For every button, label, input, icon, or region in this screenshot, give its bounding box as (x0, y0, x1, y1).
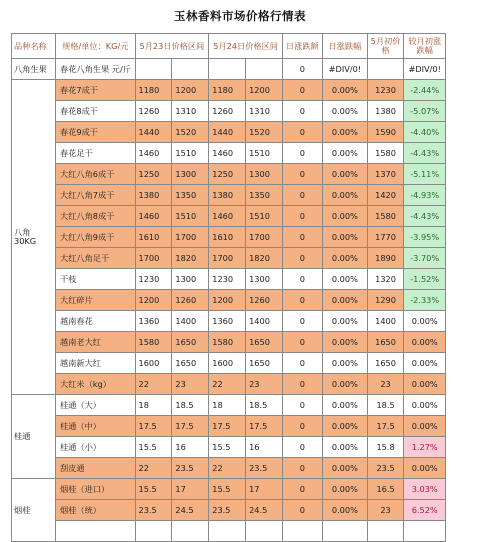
vs-month-cell: -3.95% (403, 227, 445, 248)
table-row (12, 353, 480, 374)
category-cell: 八角 30KG (12, 80, 56, 395)
may23-high-cell: 18.5 (172, 395, 209, 416)
table-row (12, 248, 480, 269)
header-spec: 规格/单位：KG/元 (56, 34, 135, 59)
may23-low-cell: 1460 (135, 206, 172, 227)
daily-pct-cell: 0.00% (322, 479, 367, 500)
may24-low-cell: 1580 (209, 332, 246, 353)
table-row (12, 101, 480, 122)
may23-low-cell: 18 (135, 395, 172, 416)
may23-low-cell: 1700 (135, 248, 172, 269)
daily-pct-cell: 0.00% (322, 227, 367, 248)
may24-high-cell: 1820 (246, 248, 283, 269)
may24-low-cell: 1260 (209, 101, 246, 122)
variety-cell: 桂通（大） (56, 395, 135, 416)
variety-cell: 春花9成干 (56, 122, 135, 143)
table-row (12, 143, 480, 164)
category-cell: 烟桂 (12, 479, 56, 542)
table-row (12, 395, 480, 416)
may23-high-cell: 17 (172, 479, 209, 500)
variety-cell: 大红八角9成干 (56, 227, 135, 248)
vs-month-cell: 1.27% (403, 437, 445, 458)
daily-change-cell: 0 (282, 416, 322, 437)
table-row (12, 332, 480, 353)
daily-change-cell: 0 (282, 353, 322, 374)
variety-cell: 桂通（小） (56, 437, 135, 458)
may24-high-cell: 1650 (246, 332, 283, 353)
vs-month-cell: -4.93% (403, 185, 445, 206)
header-daily-change: 日涨跌额 (282, 34, 322, 59)
may23-low-cell: 1250 (135, 164, 172, 185)
vs-month-cell: -4.40% (403, 122, 445, 143)
may24-low-cell: 1700 (209, 248, 246, 269)
may24-high-cell: 24.5 (246, 500, 283, 521)
month-start-cell: 1420 (368, 185, 404, 206)
daily-pct-cell: 0.00% (322, 437, 367, 458)
daily-pct-cell: #DIV/0! (322, 59, 367, 80)
may24-low-cell: 18 (209, 395, 246, 416)
may24-low-cell: 1380 (209, 185, 246, 206)
month-start-cell: 18.5 (368, 395, 404, 416)
may23-high-cell: 1350 (172, 185, 209, 206)
may24-low-cell: 17.5 (209, 416, 246, 437)
header-may23: 5月23日价格区间 (135, 34, 209, 59)
may24-low-cell: 1440 (209, 122, 246, 143)
table-row (12, 437, 480, 458)
vs-month-cell: -5.07% (403, 101, 445, 122)
may23-high-cell: 1400 (172, 311, 209, 332)
daily-pct-cell: 0.00% (322, 164, 367, 185)
vs-month-cell: -4.43% (403, 143, 445, 164)
header-month-start: 5月初价格 (368, 34, 404, 59)
variety-cell: 烟桂（统） (56, 500, 135, 521)
may24-low-cell: 1230 (209, 269, 246, 290)
may24-high-cell: 18.5 (246, 395, 283, 416)
daily-pct-cell: 0.00% (322, 353, 367, 374)
month-start-cell: 1380 (368, 101, 404, 122)
may24-high-cell: 1520 (246, 122, 283, 143)
variety-cell: 刮皮通 (56, 458, 135, 479)
month-start-cell: 1370 (368, 164, 404, 185)
variety-cell: 大红米（kg） (56, 374, 135, 395)
daily-pct-cell: 0.00% (322, 374, 367, 395)
daily-change-cell: 0 (282, 59, 322, 80)
daily-pct-cell: 0.00% (322, 332, 367, 353)
may23-high-cell: 1200 (172, 80, 209, 101)
daily-pct-cell: 0.00% (322, 311, 367, 332)
may23-high-cell: 1820 (172, 248, 209, 269)
daily-pct-cell: 0.00% (322, 290, 367, 311)
daily-change-cell: 0 (282, 164, 322, 185)
vs-month-cell: 3.03% (403, 479, 445, 500)
daily-pct-cell: 0.00% (322, 80, 367, 101)
may23-high-cell: 1510 (172, 206, 209, 227)
may24-high-cell: 17.5 (246, 416, 283, 437)
may24-low-cell: 22 (209, 374, 246, 395)
may23-high-cell: 1520 (172, 122, 209, 143)
month-start-cell: 23.5 (368, 458, 404, 479)
may23-low-cell: 15.5 (135, 479, 172, 500)
table-row (12, 500, 480, 521)
page-title: 玉林香料市场价格行情表 (174, 9, 306, 23)
month-start-cell: 1400 (368, 311, 404, 332)
may23-low-cell: 1200 (135, 290, 172, 311)
category-cell: 桂通 (12, 395, 56, 479)
may23-low-cell (135, 521, 172, 542)
may23-low-cell: 17.5 (135, 416, 172, 437)
may23-high-cell: 16 (172, 437, 209, 458)
may24-high-cell: 1700 (246, 227, 283, 248)
may23-low-cell: 22 (135, 458, 172, 479)
may24-high-cell: 1300 (246, 269, 283, 290)
may24-low-cell: 15.5 (209, 479, 246, 500)
vs-month-cell: -1.52% (403, 269, 445, 290)
table-row (12, 479, 480, 500)
month-start-cell: 1770 (368, 227, 404, 248)
table-row (12, 80, 480, 101)
vs-month-cell: 0.00% (403, 458, 445, 479)
table-row (12, 290, 480, 311)
table-row (12, 206, 480, 227)
may23-low-cell: 1180 (135, 80, 172, 101)
vs-month-cell: 0.00% (403, 374, 445, 395)
variety-cell: 大红碎片 (56, 290, 135, 311)
may24-low-cell: 1200 (209, 290, 246, 311)
header-variety: 品种名称 (12, 34, 56, 59)
may23-low-cell: 1460 (135, 143, 172, 164)
may24-high-cell: 1260 (246, 290, 283, 311)
table-row (12, 185, 480, 206)
variety-cell: 大红八角7成干 (56, 185, 135, 206)
month-start-cell: 1580 (368, 206, 404, 227)
month-start-cell: 1320 (368, 269, 404, 290)
variety-cell: 春花八角生果 元/斤 (56, 59, 135, 80)
may24-low-cell: 1180 (209, 80, 246, 101)
vs-month-cell: -5.11% (403, 164, 445, 185)
table-row (12, 269, 480, 290)
month-start-cell: 23 (368, 374, 404, 395)
may23-high-cell: 23.5 (172, 458, 209, 479)
variety-cell (56, 521, 135, 542)
may24-high-cell: 1650 (246, 353, 283, 374)
header-may24: 5月24日价格区间 (209, 34, 283, 59)
variety-cell: 春花8成干 (56, 101, 135, 122)
may23-low-cell: 1440 (135, 122, 172, 143)
daily-pct-cell: 0.00% (322, 185, 367, 206)
daily-change-cell: 0 (282, 479, 322, 500)
month-start-cell: 1890 (368, 248, 404, 269)
daily-change-cell: 0 (282, 437, 322, 458)
vs-month-cell: 0.00% (403, 311, 445, 332)
month-start-cell: 15.8 (368, 437, 404, 458)
vs-month-cell: #DIV/0! (403, 59, 445, 80)
variety-cell: 春花7成干 (56, 80, 135, 101)
may24-low-cell: 1460 (209, 206, 246, 227)
daily-change-cell: 0 (282, 500, 322, 521)
vs-month-cell: 0.00% (403, 395, 445, 416)
daily-pct-cell: 0.00% (322, 206, 367, 227)
price-table (11, 33, 480, 542)
month-start-cell: 1650 (368, 332, 404, 353)
may23-low-cell: 1360 (135, 311, 172, 332)
variety-cell: 越南新大红 (56, 353, 135, 374)
table-row (12, 458, 480, 479)
month-start-cell: 1650 (368, 353, 404, 374)
daily-change-cell (282, 521, 322, 542)
daily-pct-cell: 0.00% (322, 500, 367, 521)
vs-month-cell: 0.00% (403, 416, 445, 437)
may24-high-cell: 1350 (246, 185, 283, 206)
may24-low-cell: 1600 (209, 353, 246, 374)
may23-high-cell: 1650 (172, 353, 209, 374)
daily-pct-cell: 0.00% (322, 395, 367, 416)
may24-high-cell: 1300 (246, 164, 283, 185)
may24-low-cell: 1610 (209, 227, 246, 248)
daily-pct-cell: 0.00% (322, 122, 367, 143)
table-row (12, 311, 480, 332)
may23-high-cell: 1300 (172, 269, 209, 290)
vs-month-cell: -2.33% (403, 290, 445, 311)
may23-low-cell: 22 (135, 374, 172, 395)
month-start-cell: 17.5 (368, 416, 404, 437)
daily-change-cell: 0 (282, 269, 322, 290)
table-row (12, 59, 480, 80)
vs-month-cell: -3.70% (403, 248, 445, 269)
month-start-cell: 1590 (368, 122, 404, 143)
month-start-cell: 1290 (368, 290, 404, 311)
may24-low-cell: 1460 (209, 143, 246, 164)
variety-cell: 大红八角6成干 (56, 164, 135, 185)
may24-high-cell: 16 (246, 437, 283, 458)
vs-month-cell: 0.00% (403, 332, 445, 353)
may24-high-cell: 1200 (246, 80, 283, 101)
daily-pct-cell (322, 521, 367, 542)
vs-month-cell: 0.00% (403, 353, 445, 374)
variety-cell: 干枝 (56, 269, 135, 290)
month-start-cell (368, 521, 404, 542)
may23-low-cell: 1230 (135, 269, 172, 290)
may24-low-cell: 1250 (209, 164, 246, 185)
may23-low-cell: 1260 (135, 101, 172, 122)
may24-low-cell: 1360 (209, 311, 246, 332)
may24-low-cell: 15.5 (209, 437, 246, 458)
may24-high-cell: 1400 (246, 311, 283, 332)
vs-month-cell: -4.43% (403, 206, 445, 227)
daily-pct-cell: 0.00% (322, 458, 367, 479)
may23-high-cell: 17.5 (172, 416, 209, 437)
header-vs-month: 较月初涨跌幅 (403, 34, 445, 59)
daily-change-cell: 0 (282, 290, 322, 311)
header-row (12, 34, 480, 59)
may24-low-cell (209, 521, 246, 542)
daily-change-cell: 0 (282, 143, 322, 164)
may23-high-cell (172, 521, 209, 542)
daily-change-cell: 0 (282, 332, 322, 353)
month-start-cell: 23 (368, 500, 404, 521)
variety-cell: 越南春花 (56, 311, 135, 332)
may23-low-cell: 1610 (135, 227, 172, 248)
may24-low-cell: 23.5 (209, 500, 246, 521)
may24-low-cell: 22 (209, 458, 246, 479)
month-start-cell: 1580 (368, 143, 404, 164)
variety-cell: 大红八角8成干 (56, 206, 135, 227)
daily-pct-cell: 0.00% (322, 416, 367, 437)
may24-high-cell: 17 (246, 479, 283, 500)
month-start-cell: 16.5 (368, 479, 404, 500)
may23-high-cell: 1700 (172, 227, 209, 248)
daily-change-cell: 0 (282, 458, 322, 479)
may23-high-cell: 23 (172, 374, 209, 395)
daily-change-cell: 0 (282, 227, 322, 248)
may24-high-cell: 1510 (246, 206, 283, 227)
may24-high-cell: 1510 (246, 143, 283, 164)
daily-change-cell: 0 (282, 311, 322, 332)
daily-pct-cell: 0.00% (322, 269, 367, 290)
daily-change-cell: 0 (282, 248, 322, 269)
daily-change-cell: 0 (282, 206, 322, 227)
daily-change-cell: 0 (282, 122, 322, 143)
may24-high-cell (246, 521, 283, 542)
table-row (12, 164, 480, 185)
variety-cell: 桂通（中） (56, 416, 135, 437)
daily-pct-cell: 0.00% (322, 143, 367, 164)
may23-high-cell: 1310 (172, 101, 209, 122)
may23-low-cell: 1580 (135, 332, 172, 353)
may23-low-cell: 15.5 (135, 437, 172, 458)
variety-cell: 大红八角足干 (56, 248, 135, 269)
variety-cell: 春花足干 (56, 143, 135, 164)
may23-high-cell: 1510 (172, 143, 209, 164)
daily-change-cell: 0 (282, 101, 322, 122)
may24-high-cell: 23.5 (246, 458, 283, 479)
may23-low-cell: 1380 (135, 185, 172, 206)
variety-cell: 越南老大红 (56, 332, 135, 353)
table-row (12, 122, 480, 143)
may23-high-cell: 1300 (172, 164, 209, 185)
may23-high-cell: 1650 (172, 332, 209, 353)
table-row (12, 416, 480, 437)
may24-high-cell: 1310 (246, 101, 283, 122)
may23-high-cell: 1260 (172, 290, 209, 311)
daily-change-cell: 0 (282, 374, 322, 395)
daily-change-cell: 0 (282, 395, 322, 416)
vs-month-cell: -2.44% (403, 80, 445, 101)
may24-high-cell: 23 (246, 374, 283, 395)
month-start-cell: 1230 (368, 80, 404, 101)
daily-pct-cell: 0.00% (322, 101, 367, 122)
category-cell: 八角生果 (12, 59, 56, 80)
table-row (12, 521, 480, 542)
table-row (12, 227, 480, 248)
table-row (12, 374, 480, 395)
daily-change-cell: 0 (282, 80, 322, 101)
header-daily-pct: 日涨跌幅 (322, 34, 367, 59)
may23-low-cell: 23.5 (135, 500, 172, 521)
vs-month-cell: 6.52% (403, 500, 445, 521)
vs-month-cell (403, 521, 445, 542)
daily-change-cell: 0 (282, 185, 322, 206)
may23-high-cell: 24.5 (172, 500, 209, 521)
variety-cell: 烟桂（进口） (56, 479, 135, 500)
may23-low-cell: 1600 (135, 353, 172, 374)
daily-pct-cell: 0.00% (322, 248, 367, 269)
